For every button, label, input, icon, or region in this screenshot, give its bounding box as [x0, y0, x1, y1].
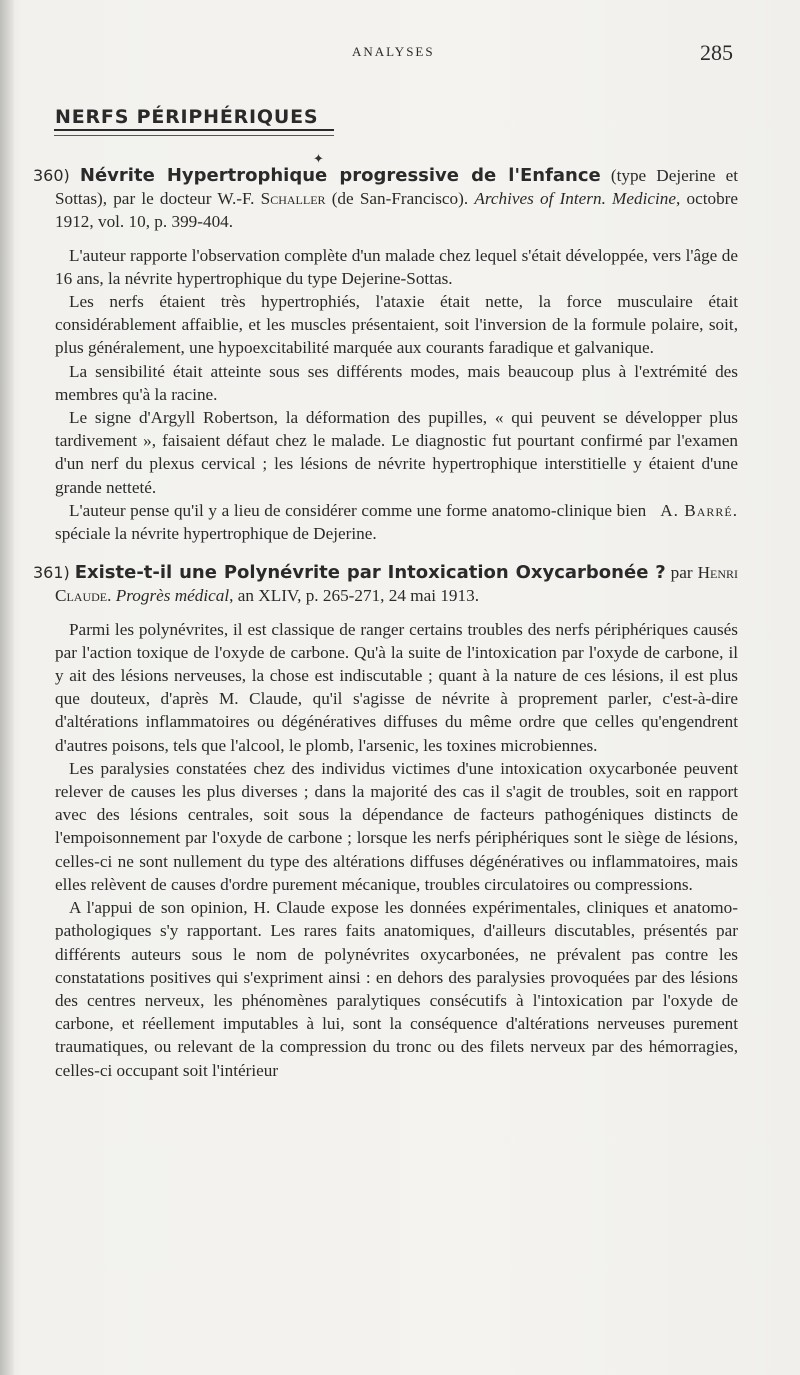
- article-body: [33, 164, 739, 1082]
- section-rule-thin: [54, 135, 334, 136]
- running-title: ANALYSES: [352, 44, 435, 59]
- paragraph-text: L'auteur pense qu'il y a lieu de considérer comme une forme anatomo-clinique bien spéciale la névrite hypertrophique de Dejerine.: [55, 500, 647, 544]
- section-rule: [54, 129, 334, 131]
- entry-360-heading: [33, 164, 739, 234]
- signature: A. Barré.: [660, 500, 738, 520]
- page-number: 285: [700, 40, 733, 65]
- paragraph: La sensibilité était atteinte sous ses différents modes, mais beaucoup plus à l'extrémité des membres qu'à la racine.: [55, 361, 738, 404]
- entry-reference-end: , octobre 1912, vol. 10, p. 399-404.: [55, 189, 739, 232]
- paragraph: A l'appui de son opinion, H. Claude expose les données expérimentales, cliniques et anatomo-pathologiques s'y rapportant. Les rares faits anatomiques, d'ailleurs discutables, présentés par différents auteurs sous le nom de polynévrites oxycarbonées, ne prévalent pas contre les constatations positives qui s'expriment ainsi : en dehors des paralysies provoquées par des lésions des centres nerveux, les phénomènes paralytiques consécutifs à l'intoxication par l'oxyde de carbone, et réellement imputables à lui, sont la conséquence d'altérations nerveuses purement traumatiques, ou relevant de la compression du tronc ou des filets nerveux par des hémorragies, celles-ci occupant soit l'intérieur: [55, 898, 738, 1080]
- entry-reference-cont: (de San-Francisco).: [325, 189, 475, 209]
- running-head: [0, 42, 800, 66]
- entry-author: Schaller: [260, 189, 326, 209]
- paragraph: Les nerfs étaient très hypertrophiés, l'ataxie était nette, la force musculaire était considérablement affaiblie, et les muscles présentaient, soit l'inversion de la formule polaire, soit, plus généralement, une hypoexcitabilité marquée aux courants faradique et galvanique.: [55, 292, 738, 358]
- paragraph-with-signature: [55, 499, 738, 545]
- entry-author: Henri Claude: [55, 563, 738, 606]
- paragraph: Les paralysies constatées chez des individus victimes d'une intoxication oxycarbonée peuvent relever de causes les plus diverses ; dans la majorité des cas il s'agit de troubles, soit en rapport avec des lésions centrales, soit sous la dépendance de facteurs pathogéniques distincts de l'empoisonnement par l'oxyde de carbone ; lorsque les nerfs périphériques sont le siège de lésions, celles-ci ne sont nullement du type des altérations diffuses dégénératives ou inflammatoires, mais elles relèvent de causes d'ordre purement mécanique, troubles circulatoires ou compressions.: [55, 758, 738, 894]
- entry-journal: Progrès médical: [115, 586, 230, 606]
- entry-number: 360): [33, 166, 70, 185]
- entry-reference-end: , an XLIV, p. 265-271, 24 mai 1913.: [229, 586, 480, 606]
- printer-ornament-icon: ✦: [313, 152, 324, 167]
- entry-reference-cont: .: [107, 586, 116, 606]
- entry-title: Existe-t-il une Polynévrite par Intoxication Oxycarbonée ?: [74, 562, 666, 584]
- paragraph: L'auteur rapporte l'observation complète d'un malade chez lequel s'était développée, vers l'âge de 16 ans, la névrite hypertrophique du type Dejerine-Sottas.: [55, 245, 738, 288]
- entry-reference: (type Dejerine et Sottas), par le docteur W.-F.: [55, 166, 738, 209]
- section-title: NERFS PÉRIPHÉRIQUES: [55, 106, 319, 128]
- entry-journal: Archives of Intern. Medicine: [474, 189, 676, 209]
- paragraph: Parmi les polynévrites, il est classique de ranger certains troubles des nerfs périphériques causés par l'action toxique de l'oxyde de carbone. Qu'à la suite de l'intoxication par l'oxyde de carbone, il y ait des lésions nerveuses, la chose est indiscutable ; quant à la nature de ces lésions, il est plus que douteux, d'après M. Claude, qu'il s'agisse de névrite à proprement parler, c'est-à-dire d'altérations inflammatoires ou dégénératives diffuses du même ordre que celles qu'engendrent d'autres poisons, tels que l'alcool, le plomb, l'arsenic, les toxines microbiennes.: [55, 619, 738, 755]
- entry-number: 361): [33, 563, 70, 583]
- paragraph: Le signe d'Argyll Robertson, la déformation des pupilles, « qui peuvent se développer plus tardivement », faisaient défaut chez le malade. Le diagnostic fut pourtant confirmé par l'examen d'un nerf du plexus cervical ; les lésions de névrite hypertrophique interstitielle y étaient d'une grande netteté.: [55, 408, 738, 497]
- entry-361-heading: [33, 561, 738, 607]
- book-gutter: [0, 0, 14, 1375]
- entry-reference: par: [665, 563, 698, 583]
- entry-title: Névrite Hypertrophique progressive de l'Enfance: [79, 165, 601, 186]
